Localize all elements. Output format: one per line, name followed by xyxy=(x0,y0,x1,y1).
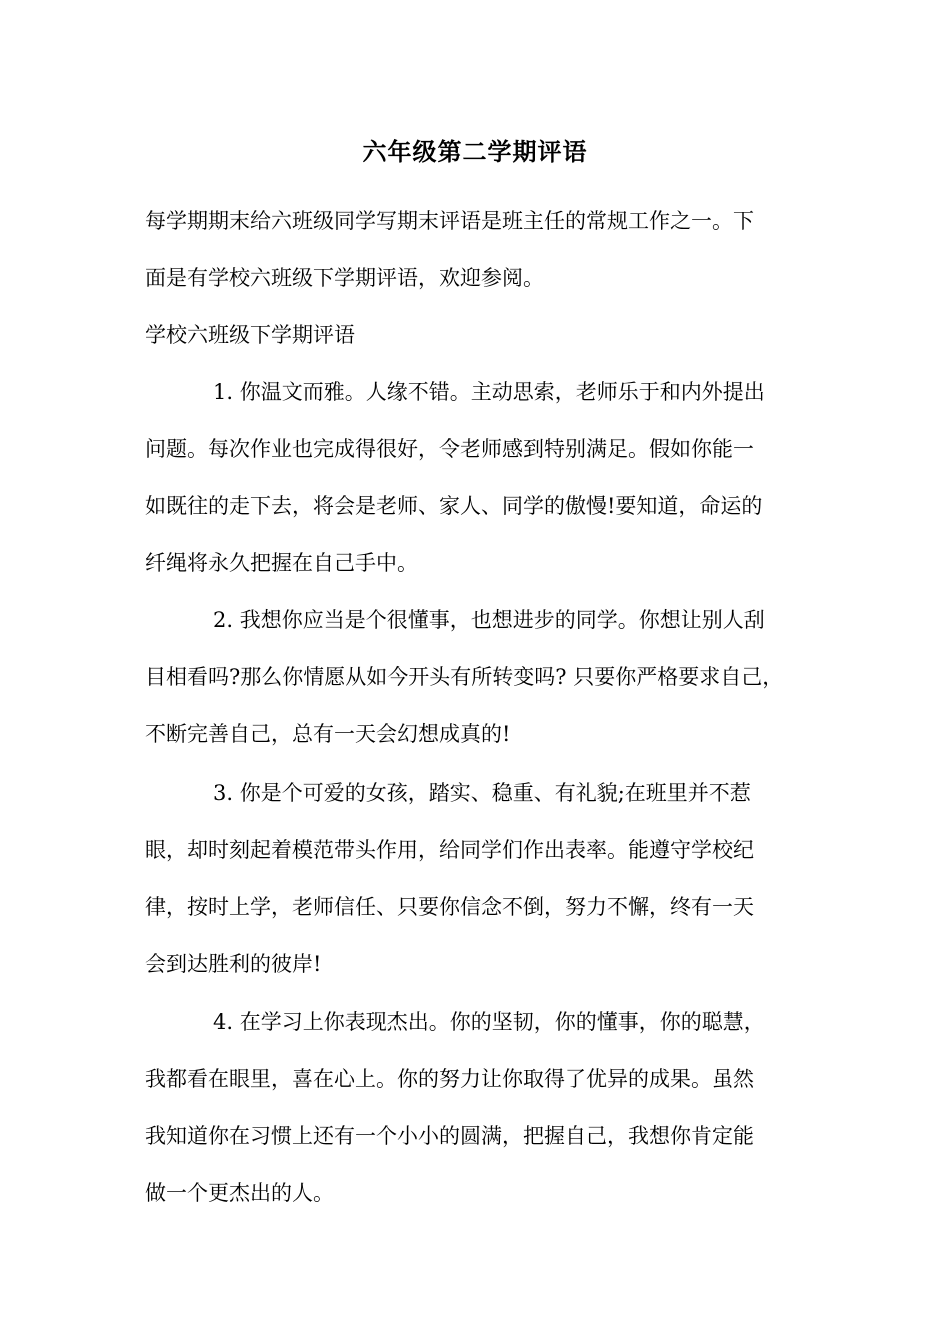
item-4-line: 做一个更杰出的人。 xyxy=(145,1181,334,1205)
section-heading: 学校六班级下学期评语 xyxy=(145,323,355,347)
item-1-line: 问题。每次作业也完成得很好，令老师感到特别满足。假如你能一 xyxy=(145,437,754,461)
item-3-line: 会到达胜利的彼岸! xyxy=(145,952,322,976)
item-2-line: 2. 我想你应当是个很懂事，也想进步的同学。你想让别人刮 xyxy=(213,608,765,632)
intro-line: 每学期期末给六班级同学写期末评语是班主任的常规工作之一。下 xyxy=(145,209,754,233)
item-3-line: 律，按时上学，老师信任、只要你信念不倒，努力不懈，终有一天 xyxy=(145,895,754,919)
item-4-line: 我都看在眼里，喜在心上。你的努力让你取得了优异的成果。虽然 xyxy=(145,1067,754,1091)
document-title: 六年级第二学期评语 xyxy=(362,137,588,166)
item-4-line: 我知道你在习惯上还有一个小小的圆满，把握自己，我想你肯定能 xyxy=(145,1124,754,1148)
item-3-line: 眼，却时刻起着模范带头作用，给同学们作出表率。能遵守学校纪 xyxy=(145,838,754,862)
item-2-line: 不断完善自己，总有一天会幻想成真的! xyxy=(145,722,511,746)
intro-line: 面是有学校六班级下学期评语，欢迎参阅。 xyxy=(145,266,544,290)
item-1-line: 如既往的走下去，将会是老师、家人、同学的傲慢!要知道，命运的 xyxy=(145,494,763,518)
item-3-line: 3. 你是个可爱的女孩，踏实、稳重、有礼貌;在班里并不惹 xyxy=(213,781,751,805)
item-2-line: 目相看吗?那么你情愿从如今开头有所转变吗? 只要你严格要求自己， xyxy=(145,665,784,689)
item-4-line: 4. 在学习上你表现杰出。你的坚韧，你的懂事，你的聪慧， xyxy=(213,1010,765,1034)
item-1-line: 1. 你温文而雅。人缘不错。主动思索，老师乐于和内外提出 xyxy=(213,380,765,404)
item-1-line: 纤绳将永久把握在自己手中。 xyxy=(145,551,418,575)
